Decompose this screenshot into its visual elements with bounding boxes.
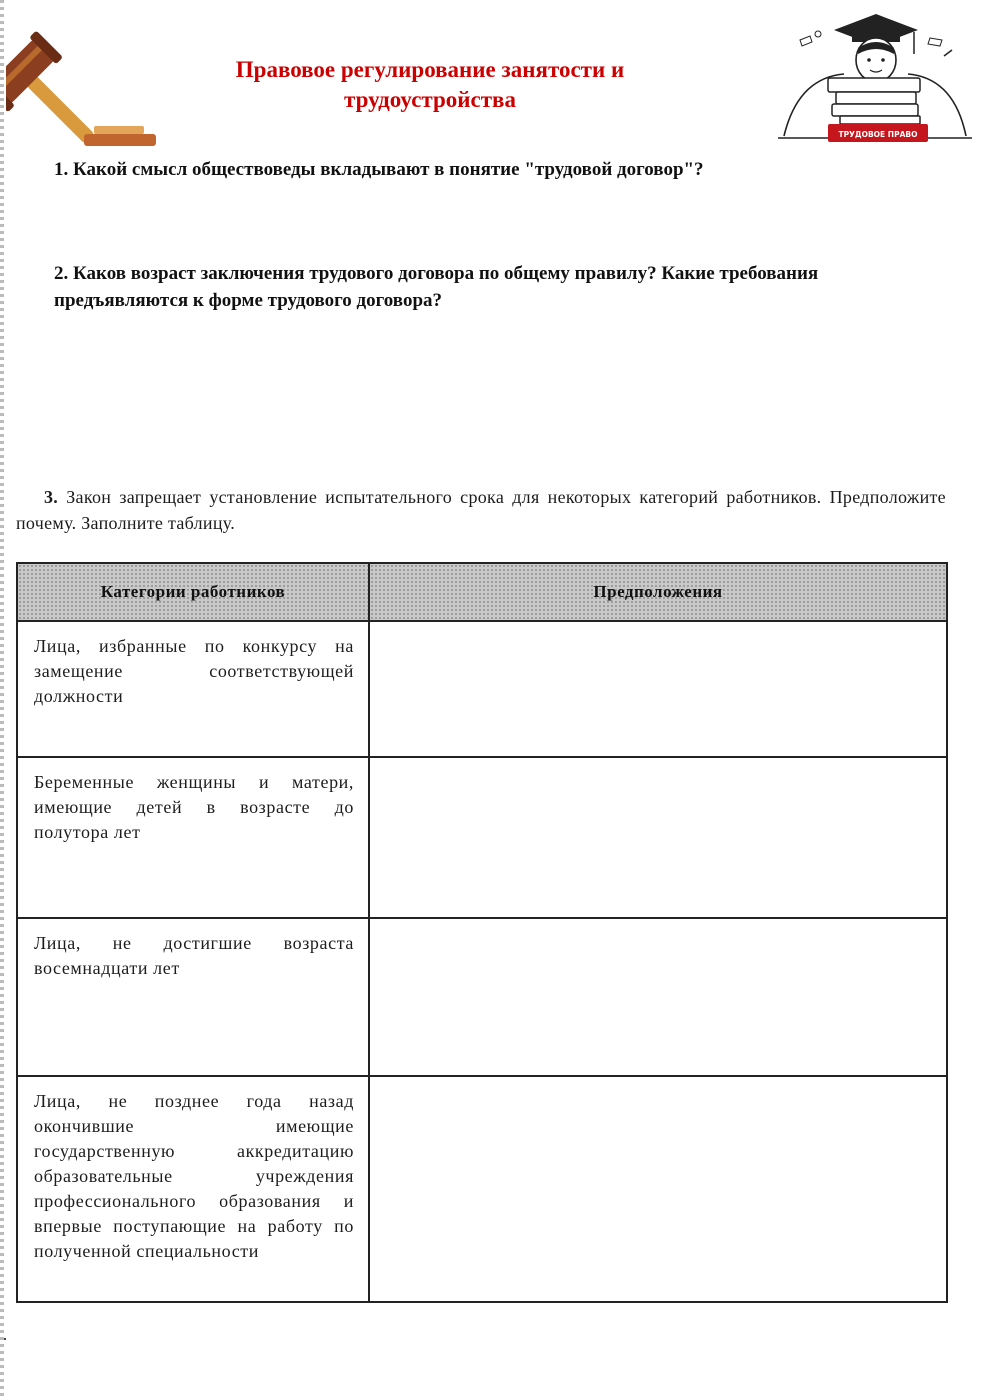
gavel-icon: [6, 20, 166, 150]
header-assumptions: Предположения: [369, 563, 947, 621]
task-3-text: Закон запрещает установление испытательного срока для некоторых категорий работников. Предположите почему. Заполните таблицу.: [16, 487, 946, 533]
task-3: [16, 484, 946, 536]
task-3-number: 3.: [44, 487, 59, 507]
question-2: 2. Каков возраст заключения трудового договора по общему правилу? Какие требования предъявляются к форме трудового договора?: [54, 263, 819, 311]
header-categories: Категории работников: [17, 563, 369, 621]
assumption-cell[interactable]: [369, 757, 947, 918]
table-row: [17, 757, 947, 918]
assumption-cell[interactable]: [369, 621, 947, 757]
categories-table: [16, 562, 948, 1303]
assumption-cell[interactable]: [369, 918, 947, 1076]
scan-edge: [0, 0, 4, 1400]
title-line-1: Правовое регулирование занятости и: [235, 57, 625, 82]
table-row: [17, 918, 947, 1076]
title-line-2: трудоустройства: [344, 87, 516, 112]
category-cell: Лица, не достигшие возраста восемнадцати лет: [17, 918, 369, 1076]
question-1: 1. Какой смысл обществоведы вкладывают в понятие "трудовой договор"?: [54, 159, 704, 180]
table-row: [17, 1076, 947, 1302]
category-cell: Беременные женщины и матери, имеющие детей в возрасте до полутора лет: [17, 757, 369, 918]
assumption-cell[interactable]: [369, 1076, 947, 1302]
page-title: [170, 55, 690, 115]
book-label: ТРУДОВОЕ ПРАВО: [838, 130, 918, 139]
student-with-books-icon: [778, 8, 974, 150]
category-cell: Лица, избранные по конкурсу на замещение соответствующей должности: [17, 621, 369, 757]
category-cell: Лица, не позднее года назад окончившие имеющие государственную аккредитацию образовательные учреждения профессионального образования и впервые поступающие на работу по полученной специальности: [17, 1076, 369, 1302]
table-row: [17, 621, 947, 757]
table-header-row: [17, 563, 947, 621]
scan-speck: [4, 1338, 6, 1340]
